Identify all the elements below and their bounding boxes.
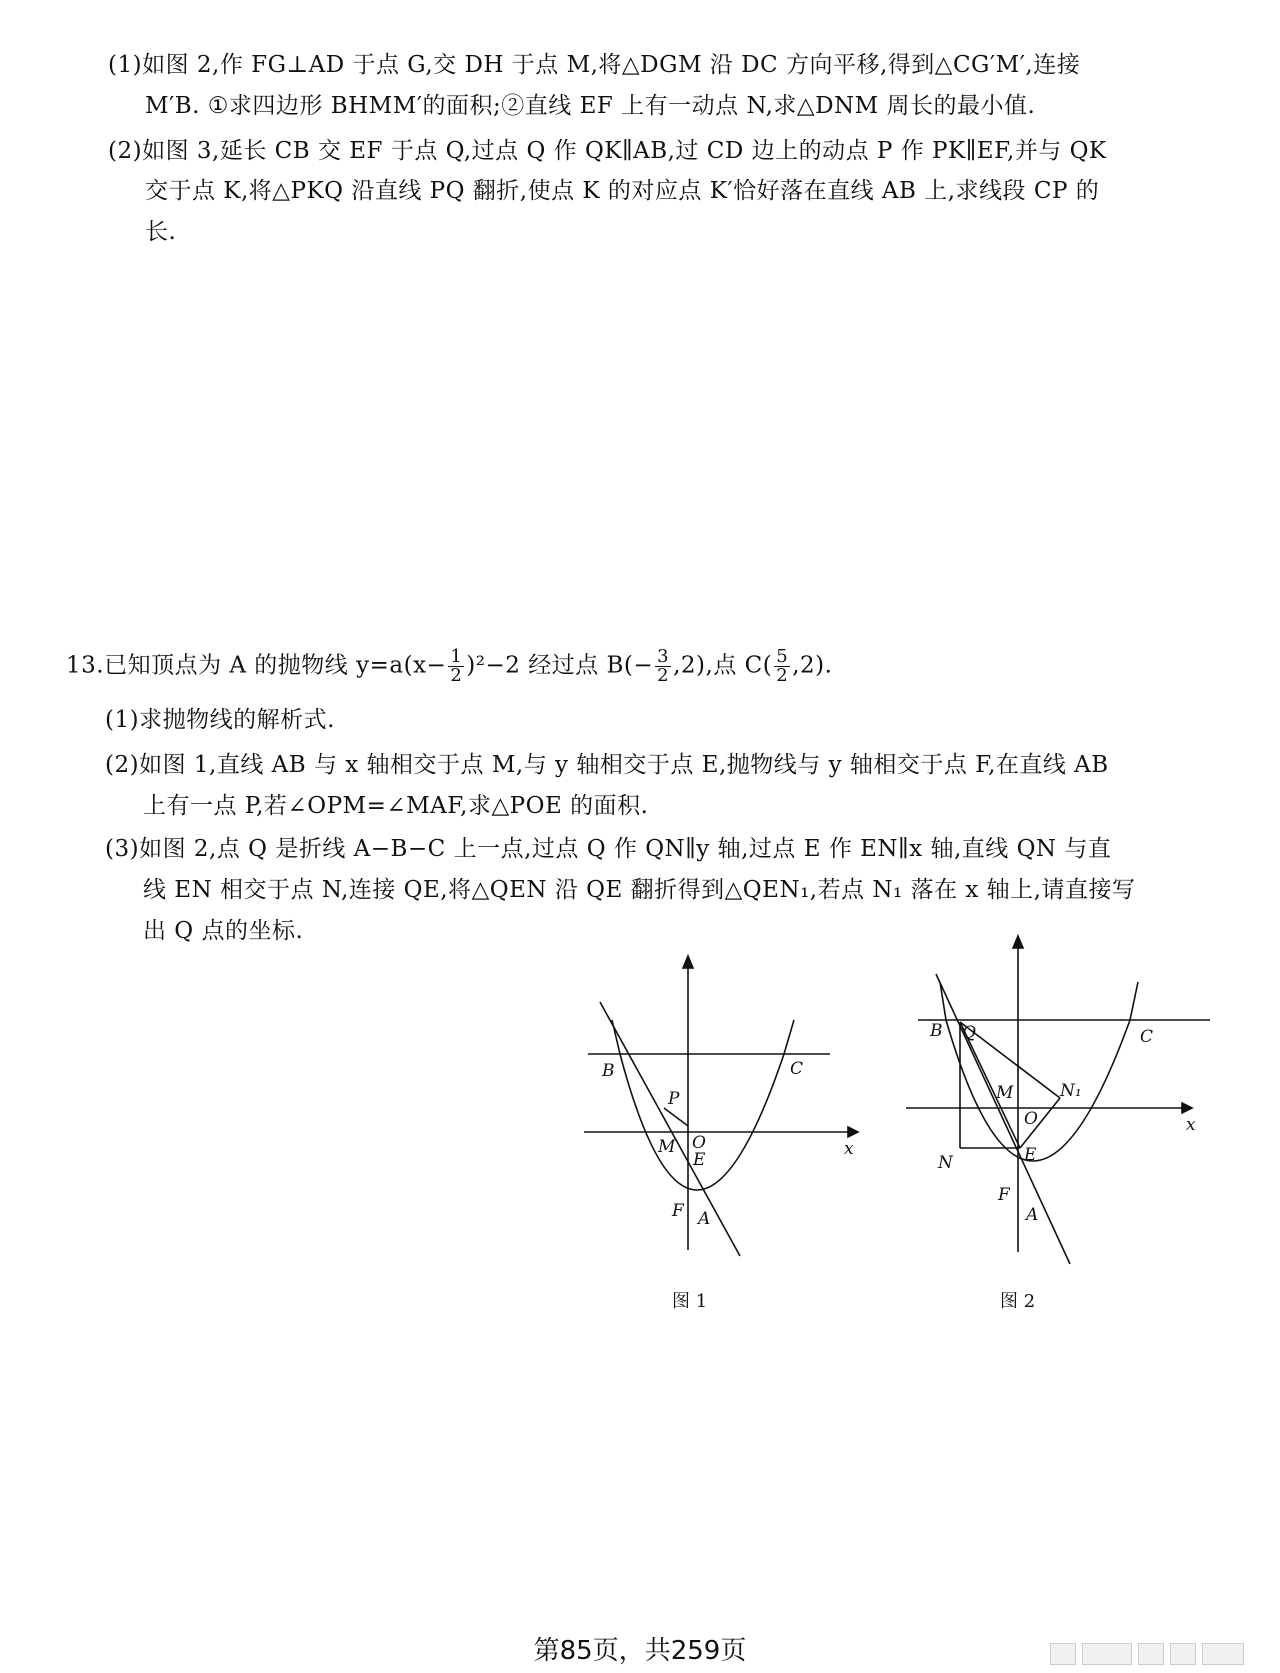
frac2-numerator: 3 <box>657 646 670 667</box>
question-2-line1: (2)如图 1,直线 AB 与 x 轴相交于点 M,与 y 轴相交于点 E,抛物线与 y 轴相交于点 F,在直线 AB <box>105 752 1109 778</box>
fig1-line-ab <box>600 1002 740 1256</box>
fig2-label-n: N <box>938 1153 953 1173</box>
question-3-line2: 线 EN 相交于点 N,连接 QE,将△QEN 沿 QE 翻折得到△QEN₁,若点 N₁ 落在 x 轴上,请直接写 <box>143 877 1136 903</box>
question-2-line2: 上有一点 P,若∠OPM=∠MAF,求△POE 的面积. <box>143 793 649 819</box>
figure-1 <box>580 950 860 1270</box>
fig2-label-e: E <box>1024 1145 1037 1165</box>
toolbar-button-3[interactable] <box>1138 1643 1164 1665</box>
fig1-label-o: O <box>692 1133 706 1153</box>
fig1-label-x: x <box>844 1139 854 1159</box>
fig1-y-arrow <box>683 956 693 968</box>
toolbar-button-5[interactable] <box>1202 1643 1244 1665</box>
stem-part-c: ,2),点 C( <box>673 652 773 679</box>
problem13-stem <box>66 648 832 685</box>
fig2-label-a: A <box>1026 1205 1039 1225</box>
question-1: (1)求抛物线的解析式. <box>105 707 335 733</box>
frac3-denominator: 2 <box>776 665 789 686</box>
fig2-label-n1: N₁ <box>1060 1081 1082 1101</box>
frac1-numerator: 1 <box>450 646 463 667</box>
figure-2 <box>900 930 1220 1270</box>
fig1-x-arrow <box>848 1127 858 1137</box>
fig1-label-f: F <box>672 1201 684 1221</box>
frac2-denominator: 2 <box>657 665 670 686</box>
frac1-denominator: 2 <box>450 665 463 686</box>
part1-line2: M′B. ①求四边形 BHMM′的面积;②直线 EF 上有一动点 N,求△DNM 周长的最小值. <box>145 93 1036 119</box>
fraction-five-halves <box>774 648 790 685</box>
fraction-one-half <box>448 648 464 685</box>
stem-part-a: 13.已知顶点为 A 的抛物线 y=a(x− <box>66 652 447 679</box>
stem-part-b: )²−2 经过点 B(− <box>466 652 654 679</box>
part1-line1: (1)如图 2,作 FG⊥AD 于点 G,交 DH 于点 M,将△DGM 沿 DC 方向平移,得到△CG′M′,连接 <box>108 52 1081 78</box>
fig2-label-q: Q <box>962 1023 976 1043</box>
figure-1-caption: 图 1 <box>672 1291 708 1312</box>
viewer-toolbar <box>1050 1643 1260 1667</box>
fig2-label-b: B <box>930 1021 943 1041</box>
fig2-x-arrow <box>1182 1103 1192 1113</box>
part2-line1: (2)如图 3,延长 CB 交 EF 于点 Q,过点 Q 作 QK∥AB,过 CD 边上的动点 P 作 PK∥EF,并与 QK <box>108 138 1107 164</box>
part2-line2: 交于点 K,将△PKQ 沿直线 PQ 翻折,使点 K 的对应点 K′恰好落在直线 AB 上,求线段 CP 的 <box>145 178 1100 204</box>
fraction-three-halves <box>655 648 671 685</box>
stem-part-d: ,2). <box>792 652 833 679</box>
fig1-label-m: M <box>658 1137 676 1157</box>
fig2-label-f: F <box>998 1185 1010 1205</box>
part2-line3: 长. <box>145 219 177 245</box>
fig2-label-x: x <box>1186 1115 1196 1135</box>
fig2-y-arrow <box>1013 936 1023 948</box>
fig1-label-c: C <box>790 1059 804 1079</box>
fig2-parabola <box>940 982 1138 1161</box>
fig2-label-o: O <box>1024 1109 1038 1129</box>
question-3-line3: 出 Q 点的坐标. <box>143 918 304 944</box>
fig1-label-a: A <box>698 1209 711 1229</box>
fig1-label-p: P <box>668 1089 680 1109</box>
frac3-numerator: 5 <box>776 646 789 667</box>
fig2-line-ab <box>936 974 1070 1264</box>
fig1-label-e: E <box>693 1150 706 1170</box>
toolbar-button-1[interactable] <box>1050 1643 1076 1665</box>
question-3-line1: (3)如图 2,点 Q 是折线 A−B−C 上一点,过点 Q 作 QN∥y 轴,过点 E 作 EN∥x 轴,直线 QN 与直 <box>105 836 1112 862</box>
toolbar-button-4[interactable] <box>1170 1643 1196 1665</box>
fig2-label-m: M <box>996 1083 1014 1103</box>
toolbar-button-2[interactable] <box>1082 1643 1132 1665</box>
figure-2-caption: 图 2 <box>1000 1291 1036 1312</box>
fig1-label-b: B <box>602 1061 615 1081</box>
page-number-footer: 第85页，共259页 <box>533 1636 747 1666</box>
fig2-label-c: C <box>1140 1027 1154 1047</box>
